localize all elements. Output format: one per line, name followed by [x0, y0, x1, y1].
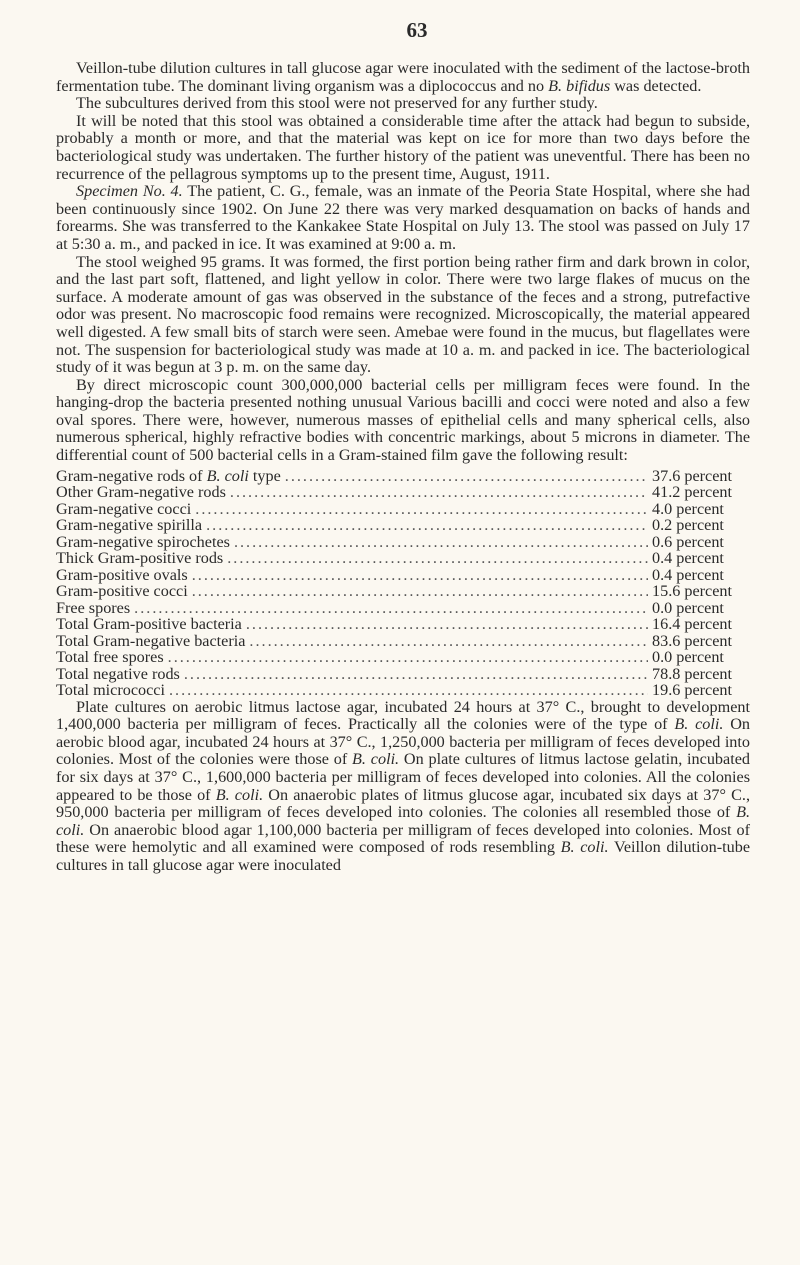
result-value: 0.0 percent [652, 598, 724, 617]
leader-dots [246, 616, 648, 633]
italic-organism-name: B. coli. [674, 715, 724, 734]
document-page [56, 0, 750, 875]
result-row [56, 484, 750, 501]
italic-organism-name: B. coli. [560, 838, 609, 857]
paragraph-text: On anaerobic plates of litmus glucose agar, incubated six days at 37° C., 950,000 bacteria per milligram of feces developed into colonies. The colonies all resembled those of [56, 785, 750, 822]
leader-dots [234, 534, 648, 551]
result-value: 83.6 percent [652, 631, 733, 650]
leader-dots [206, 517, 648, 534]
paragraph-text: Plate cultures on aerobic litmus lactose agar, incubated 24 hours at 37° C., brought to development 1,400,000 bacteria per milligram of feces. Practically all the colonies were of the type of [56, 697, 750, 734]
result-label: Total Gram-negative bacteria [56, 631, 246, 650]
result-row [56, 517, 750, 534]
result-label: Gram-negative cocci [56, 499, 192, 518]
paragraph-plate-cultures [56, 699, 750, 875]
specimen-heading: Specimen No. 4. [76, 182, 183, 201]
result-label: Total negative rods [56, 664, 180, 683]
leader-dots [168, 649, 648, 666]
result-row [56, 616, 750, 633]
paragraph-text: On aerobic blood agar, incubated 24 hours at 37° C., 1,250,000 bacteria per milligram of feces developed into colonies. Most of the colonies were those of [56, 715, 750, 769]
result-label: Other Gram-negative rods [56, 483, 226, 502]
italic-organism-name: B. coli. [56, 803, 750, 839]
leader-dots [192, 583, 648, 600]
paragraph-microscopic-count: By direct microscopic count 300,000,000 bacterial cells per milligram feces were found. In the hanging-drop the bacteria presented nothing unusual Various bacilli and cocci were noted and also a few oval spores. There were, however, numerous masses of epithelial cells and many spherical cells, also numerous spherical, highly refractive bodies with concentric markings, about 5 microns in diameter. The differential count of 500 bacterial cells in a Gram-stained film gave the following result: [56, 375, 750, 465]
result-value: 41.2 percent [652, 483, 733, 502]
result-value: 0.2 percent [652, 516, 724, 535]
result-label: Gram-negative spirochetes [56, 532, 230, 551]
leader-dots [230, 484, 648, 501]
paragraph-veillon-cultures [56, 60, 750, 95]
italic-organism-name: B. coli. [352, 750, 400, 769]
paragraph-stool-history: It will be noted that this stool was obtained a considerable time after the attack had begun to subside, probably a month or more, and that the material was kept on ice for more than two days before the bacteriological study was undertaken. The further history of the patient was uneventful. There has been no recurrence of the pellagrous symptoms up to the present time, August, 1911. [56, 111, 750, 183]
result-label: Total micrococci [56, 681, 165, 700]
leader-dots [169, 682, 648, 699]
leader-dots [134, 600, 648, 617]
result-value: 15.6 percent [652, 582, 733, 601]
italic-organism-name: B. bifidus [548, 76, 611, 95]
paragraph-specimen-4 [56, 183, 750, 253]
leader-dots [285, 468, 648, 485]
differential-count-list [56, 468, 750, 699]
result-label: Gram-negative spirilla [56, 516, 203, 535]
result-value: 0.6 percent [652, 532, 724, 551]
result-value: 4.0 percent [652, 499, 724, 518]
result-row [56, 468, 750, 485]
paragraph-text: Veillon dilution-tube cultures in tall glucose agar were inoculated [56, 838, 751, 874]
result-label: Total Gram-positive bacteria [56, 615, 242, 634]
result-row [56, 633, 750, 650]
result-row [56, 501, 750, 518]
leader-dots [184, 666, 648, 683]
result-value: 16.4 percent [652, 615, 733, 634]
paragraph-subcultures: The subcultures derived from this stool were not preserved for any further study. [76, 94, 598, 113]
result-label: Gram-negative rods of B. coli type [56, 466, 281, 485]
result-label: Thick Gram-positive rods [56, 549, 224, 568]
leader-dots [192, 567, 648, 584]
leader-dots [195, 501, 648, 518]
paragraph-text: was detected. [610, 76, 702, 95]
result-row [56, 666, 750, 683]
result-value: 0.4 percent [652, 565, 724, 584]
result-row [56, 583, 750, 600]
paragraph-stool-description: The stool weighed 95 grams. It was formed, the first portion being rather firm and dark brown in color, and the last part soft, flattened, and light yellow in color. There were two large flakes of mucus on the surface. A moderate amount of gas was observed in the substance of the feces and a strong, putrefactive odor was present. No macroscopic food remains were recognized. Microscopically, the material appeared well digested. A few small bits of starch were seen. Amebae were found in the mucus, but flagellates were not. The suspension for bacteriological study was made at 10 a. m. and packed in ice. The bacteriological study of it was begun at 3 p. m. on the same day. [56, 252, 750, 377]
result-row [56, 534, 750, 551]
result-label: Total free spores [56, 648, 164, 667]
result-label: Gram-positive ovals [56, 565, 188, 584]
leader-dots [249, 633, 648, 650]
paragraph-text: The patient, C. G., female, was an inmate of the Peoria State Hospital, where she had been continuously since 1902. On June 22 there was very marked desquamation on backs of hands and forearms. She was transferred to the Kankakee State Hospital on July 13. The stool was passed on July 17 at 5:30 a. m., and packed in ice. It was examined at 9:00 a. m. [56, 182, 750, 253]
paragraph-text: Veillon-tube dilution cultures in tall glucose agar were inoculated with the sediment of the lactose-broth fermentation tube. The dominant living organism was a diplococcus and no [56, 59, 750, 95]
italic-organism-name: B. coli. [215, 785, 264, 804]
paragraph-text: On plate cultures of litmus lactose gelatin, incubated for six days at 37° C., 1,600,000 bacteria per milligram of feces developed into colonies. All the colonies appeared to be those of [56, 750, 750, 804]
result-label: Free spores [56, 598, 131, 617]
result-value: 19.6 percent [652, 681, 733, 700]
result-row [56, 649, 750, 666]
result-row [56, 682, 750, 699]
result-row [56, 567, 750, 584]
result-label: Gram-positive cocci [56, 582, 188, 601]
result-row [56, 550, 750, 567]
paragraph-text: On anaerobic blood agar 1,100,000 bacteria per milligram of feces developed into colonies. Most of these were hemolytic and all examined were composed of rods resembling [56, 820, 750, 857]
result-row [56, 600, 750, 617]
result-value: 37.6 percent [652, 466, 733, 485]
result-value: 0.0 percent [652, 648, 724, 667]
result-value: 78.8 percent [652, 664, 733, 683]
page-number: 63 [406, 18, 428, 42]
leader-dots [227, 550, 648, 567]
result-value: 0.4 percent [652, 549, 724, 568]
